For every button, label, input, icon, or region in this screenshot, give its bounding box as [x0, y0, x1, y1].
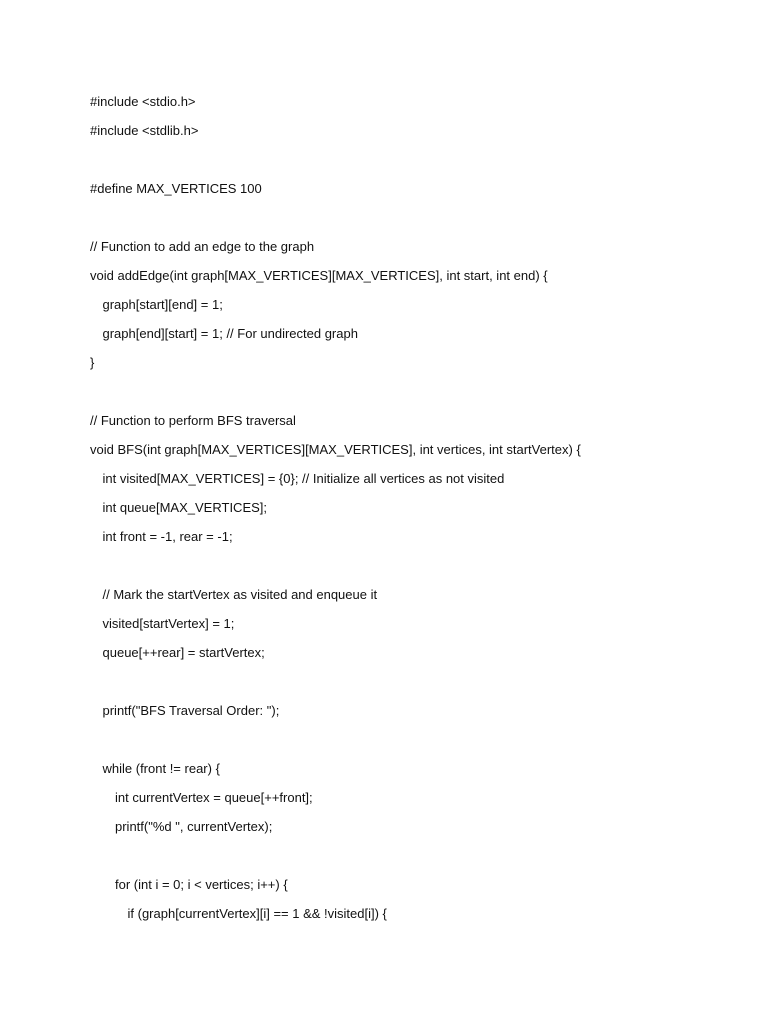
code-line: // Function to perform BFS traversal	[90, 413, 296, 428]
code-line: int visited[MAX_VERTICES] = {0}; // Initialize all vertices as not visited	[102, 471, 505, 486]
code-line: printf("BFS Traversal Order: ");	[102, 703, 280, 718]
code-line: #include <stdlib.h>	[90, 123, 199, 138]
code-line: graph[start][end] = 1;	[102, 297, 223, 312]
code-line: while (front != rear) {	[102, 761, 220, 776]
code-line: // Mark the startVertex as visited and enqueue it	[102, 587, 378, 602]
code-line: }	[90, 355, 95, 370]
code-line: visited[startVertex] = 1;	[102, 616, 235, 631]
code-line: for (int i = 0; i < vertices; i++) {	[115, 877, 288, 892]
code-line: graph[end][start] = 1; // For undirected graph	[102, 326, 358, 341]
code-line: void BFS(int graph[MAX_VERTICES][MAX_VERTICES], int vertices, int startVertex) {	[90, 442, 581, 457]
code-line: int queue[MAX_VERTICES];	[102, 500, 268, 515]
code-line: // Function to add an edge to the graph	[90, 239, 315, 254]
code-line: printf("%d ", currentVertex);	[115, 819, 273, 834]
code-line: int front = -1, rear = -1;	[102, 529, 233, 544]
code-line: if (graph[currentVertex][i] == 1 && !visited[i]) {	[127, 906, 387, 921]
code-line: int currentVertex = queue[++front];	[115, 790, 313, 805]
code-line: void addEdge(int graph[MAX_VERTICES][MAX_VERTICES], int start, int end) {	[90, 268, 548, 283]
code-line: #include <stdio.h>	[90, 94, 196, 109]
code-line: #define MAX_VERTICES 100	[90, 181, 262, 196]
code-line: queue[++rear] = startVertex;	[102, 645, 265, 660]
